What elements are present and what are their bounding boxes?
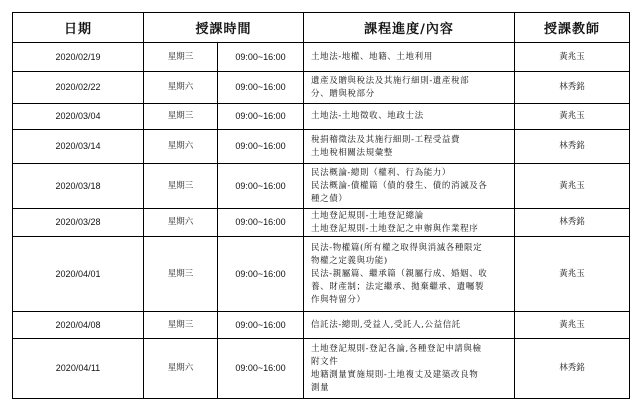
- date-cell: 2020/02/22: [13, 72, 144, 104]
- content-line: 種之債）: [311, 193, 348, 204]
- weekday-cell: 星期六: [144, 130, 218, 164]
- date-cell: 2020/03/28: [13, 209, 144, 237]
- header-row: [13, 13, 630, 43]
- table-row: [13, 164, 630, 209]
- table-row: [13, 130, 630, 164]
- content-cell: [304, 130, 515, 164]
- weekday-cell: 星期六: [144, 72, 218, 104]
- table-row: [13, 209, 630, 237]
- content-line: 土地法-地權、地籍、土地利用: [311, 51, 433, 62]
- content-line: 遺產及贈與稅法及其施行細則-遺產稅部: [311, 75, 470, 86]
- date-cell: 2020/04/08: [13, 312, 144, 339]
- content-line: 地籍測量實施規則-土地複丈及建築改良物: [311, 369, 479, 380]
- date-cell: 2020/03/18: [13, 164, 144, 209]
- content-line: 土地登記規則-登記各論,各種登記申請與檢: [311, 343, 482, 354]
- date-cell: 2020/03/14: [13, 130, 144, 164]
- content-cell: [304, 312, 515, 339]
- content-line: 養、財產制；法定繼承、拋棄繼承、遺囑製: [311, 281, 484, 292]
- content-line: 土地法-土地徵收、地政士法: [311, 111, 424, 121]
- content-line: 信託法-總則,受益人,受託人,公益信託: [311, 319, 461, 330]
- table-row: [13, 339, 630, 399]
- teacher-cell: 林秀銘: [515, 339, 630, 399]
- teacher-cell: 黃兆玉: [515, 164, 630, 209]
- time-cell: 09:00~16:00: [218, 312, 304, 339]
- content-line: 民法概論-債權篇（債的發生、債的消滅及各: [311, 180, 488, 191]
- table-body: [13, 43, 630, 399]
- time-cell: 09:00~16:00: [218, 72, 304, 104]
- teacher-cell: 黃兆玉: [515, 43, 630, 72]
- time-cell: 09:00~16:00: [218, 130, 304, 164]
- time-cell: 09:00~16:00: [218, 104, 304, 130]
- content-line: 土地登記規則-土地登記總論: [311, 210, 424, 221]
- content-line: 物權之定義與功能): [311, 255, 388, 266]
- header-content: 課程進度/內容: [304, 13, 515, 43]
- table-header: [13, 13, 630, 43]
- table-row: [13, 237, 630, 312]
- date-cell: 2020/03/04: [13, 104, 144, 130]
- teacher-cell: 林秀銘: [515, 130, 630, 164]
- time-cell: 09:00~16:00: [218, 164, 304, 209]
- weekday-cell: 星期三: [144, 237, 218, 312]
- time-cell: 09:00~16:00: [218, 237, 304, 312]
- date-cell: 2020/02/19: [13, 43, 144, 72]
- content-cell: [304, 43, 515, 72]
- time-cell: 09:00~16:00: [218, 43, 304, 72]
- course-schedule-table: [12, 12, 630, 399]
- weekday-cell: 星期三: [144, 43, 218, 72]
- table-row: [13, 104, 630, 130]
- date-cell: 2020/04/01: [13, 237, 144, 312]
- table-row: [13, 43, 630, 72]
- content-line: 民法概論-總則（權利、行為能力）: [311, 167, 451, 178]
- content-line: 測量: [311, 382, 330, 393]
- weekday-cell: 星期六: [144, 209, 218, 237]
- content-cell: [304, 237, 515, 312]
- content-line: 民法-親屬篇、繼承篇（親屬行成、婚姻、收: [311, 268, 488, 279]
- date-cell: 2020/04/11: [13, 339, 144, 399]
- content-line: 土地稅相關法規彙整: [311, 147, 393, 158]
- weekday-cell: 星期六: [144, 339, 218, 399]
- content-line: 民法-物權篇(所有權之取得與消滅各種限定: [311, 242, 483, 253]
- header-teacher: 授課教師: [515, 13, 630, 43]
- teacher-cell: 黃兆玉: [515, 312, 630, 339]
- teacher-cell: 林秀銘: [515, 72, 630, 104]
- content-line: 分、贈與稅部分: [311, 88, 375, 99]
- header-date: 日期: [13, 13, 144, 43]
- content-cell: [304, 104, 515, 130]
- weekday-cell: 星期三: [144, 164, 218, 209]
- time-cell: 09:00~16:00: [218, 339, 304, 399]
- content-line: 作與特留分）: [311, 294, 366, 305]
- teacher-cell: 林秀銘: [515, 209, 630, 237]
- content-line: 土地登記規則-土地登記之申辦與作業程序: [311, 223, 479, 234]
- header-time: 授課時間: [144, 13, 304, 43]
- content-cell: [304, 164, 515, 209]
- weekday-cell: 星期三: [144, 104, 218, 130]
- table-row: [13, 72, 630, 104]
- content-cell: [304, 339, 515, 399]
- table-row: [13, 312, 630, 339]
- content-cell: [304, 209, 515, 237]
- content-line: 稅捐稽徵法及其施行細則-工程受益費: [311, 134, 461, 145]
- weekday-cell: 星期三: [144, 312, 218, 339]
- content-cell: [304, 72, 515, 104]
- time-cell: 09:00~16:00: [218, 209, 304, 237]
- teacher-cell: 黃兆玉: [515, 237, 630, 312]
- teacher-cell: 黃兆玉: [515, 104, 630, 130]
- content-line: 附文件: [311, 356, 339, 367]
